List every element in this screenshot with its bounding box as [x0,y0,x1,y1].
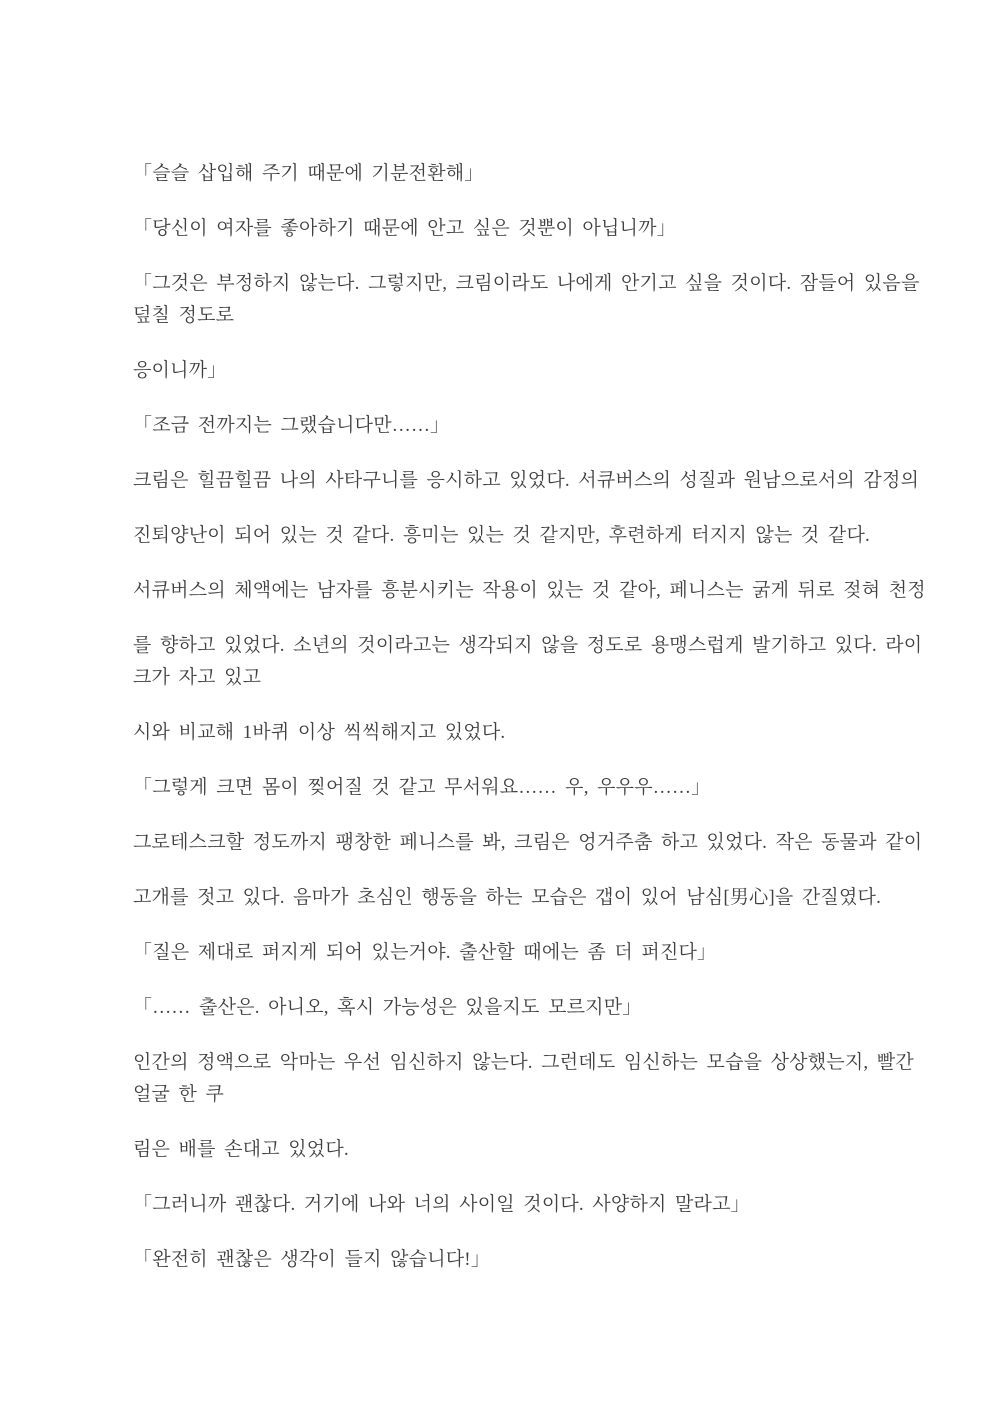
paragraph [133,992,887,1024]
paragraph [133,575,926,607]
paragraph [133,158,887,190]
text-line: 를 향하고 있었다. 소년의 것이라고는 생각되지 않을 정도로 용맹스럽게 발기하고 있다. 라이 [133,635,923,656]
paragraph [133,410,887,442]
text-line: 진퇴양난이 되어 있는 것 같다. 흥미는 있는 것 같지만, 후련하게 터지지 않는 것 같다. [133,525,870,546]
text-line: 「그렇게 크면 몸이 찢어질 것 같고 무서워요…… 우, 우우우……」 [133,777,711,798]
paragraph [133,1244,887,1276]
paragraph [133,827,923,859]
paragraph [133,465,920,497]
text-line: 얼굴 한 쿠 [133,1084,225,1105]
text-line: 크림은 힐끔힐끔 나의 사타구니를 응시하고 있었다. 서큐버스의 성질과 원남으로서의 감정의 [133,470,920,491]
text-line: 크가 자고 있고 [133,667,262,688]
text-line: 응이니까」 [133,360,227,381]
paragraph [133,520,887,552]
text-line: 「그것은 부정하지 않는다. 그렇지만, 크림이라도 나에게 안기고 싶을 것이다. 잠들어 있음을 [133,273,920,294]
text-line: 시와 비교해 1바퀴 이상 씩씩해지고 있었다. [133,722,506,743]
text-line: 덮칠 정도로 [133,305,235,326]
text-line: 「완전히 괜찮은 생각이 들지 않습니다!」 [133,1249,491,1270]
paragraph [133,213,887,245]
paragraph [133,1134,887,1166]
paragraph [133,355,887,387]
text-line: 「당신이 여자를 좋아하기 때문에 안고 싶은 것뿐이 아닙니까」 [133,218,676,239]
paragraph [133,268,920,332]
text-line: 인간의 정액으로 악마는 우선 임신하지 않는다. 그런데도 임신하는 모습을 상상했는지, 빨간 [133,1052,914,1073]
text-line: 「질은 제대로 퍼지게 되어 있는거야. 출산할 때에는 좀 더 퍼진다」 [133,942,717,963]
paragraph [133,1047,914,1111]
text-line: 「슬슬 삽입해 주기 때문에 기분전환해」 [133,163,484,184]
text-line: 「조금 전까지는 그랬습니다만……」 [133,415,450,436]
paragraph [133,1189,887,1221]
document-body [133,158,926,1276]
text-line: 「그러니까 괜찮다. 거기에 나와 너의 사이일 것이다. 사양하지 말라고」 [133,1194,750,1215]
text-line: 그로테스크할 정도까지 팽창한 페니스를 봐, 크림은 엉거주춤 하고 있었다. 작은 동물과 같이 [133,832,923,853]
text-line: 서큐버스의 체액에는 남자를 흥분시키는 작용이 있는 것 같아, 페니스는 굵게 뒤로 젖혀 천정 [133,580,926,601]
paragraph [133,717,887,749]
paragraph [133,772,887,804]
text-line: 고개를 젓고 있다. 음마가 초심인 행동을 하는 모습은 갭이 있어 남심[男心]을 간질였다. [133,887,882,908]
text-line: 「…… 출산은. 아니오, 혹시 가능성은 있을지도 모르지만」 [133,997,642,1018]
paragraph [133,882,887,914]
text-line: 림은 배를 손대고 있었다. [133,1139,349,1160]
paragraph [133,937,887,969]
paragraph [133,630,923,694]
